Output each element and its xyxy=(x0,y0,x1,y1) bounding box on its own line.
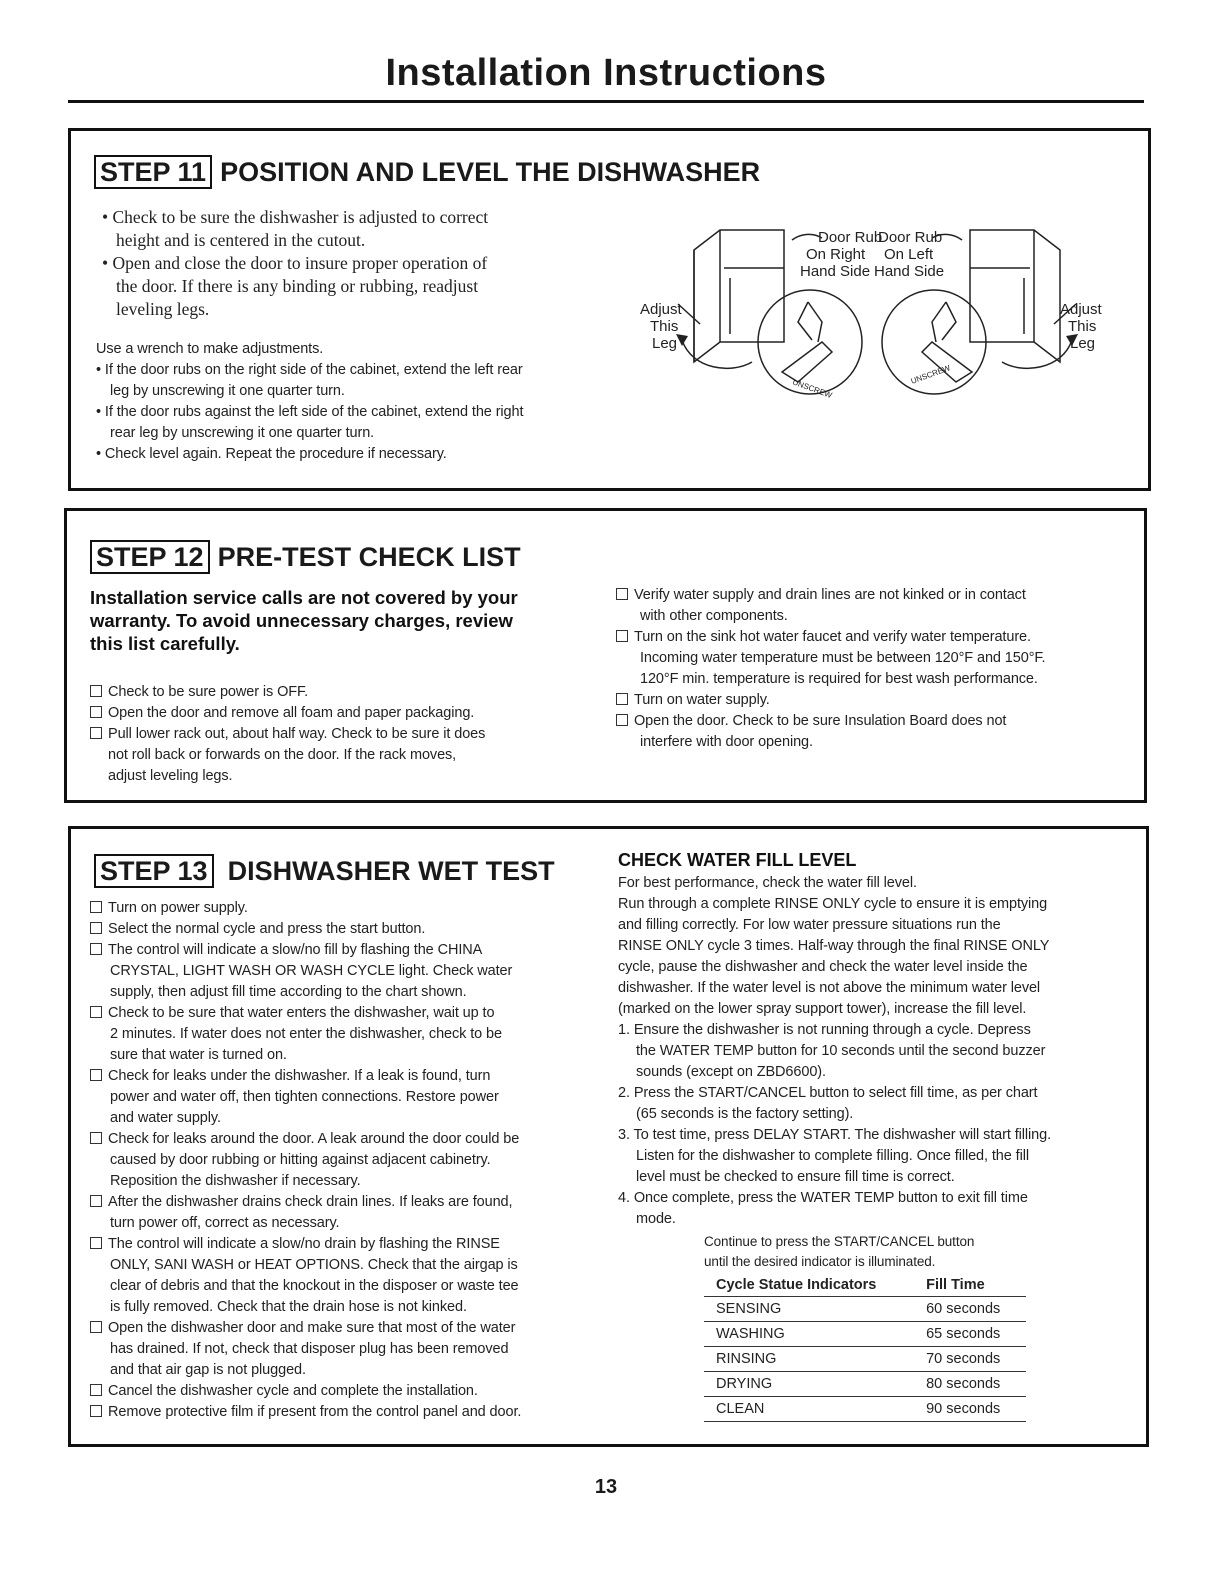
step-11-title: POSITION AND LEVEL THE DISHWASHER xyxy=(220,157,761,187)
checklist-item-cont: not roll back or forwards on the door. If the rack moves, xyxy=(108,747,457,763)
checkbox-icon xyxy=(90,1195,102,1207)
fill-time-cell: 65 seconds xyxy=(914,1322,1026,1347)
cycle-cell: RINSING xyxy=(704,1347,914,1372)
table-header: Cycle Statue Indicators xyxy=(716,1277,877,1293)
checklist-item: Verify water supply and drain lines are not kinked or in contact xyxy=(616,585,1136,606)
checklist-item-cont: is fully removed. Check that the drain hose is not kinked. xyxy=(110,1299,467,1315)
table-header-row xyxy=(704,1274,1026,1297)
cycle-cell: DRYING xyxy=(704,1372,914,1397)
checklist-item-cont: 120°F min. temperature is required for best wash performance. xyxy=(640,671,1038,687)
numbered-step-cont: sounds (except on ZBD6600). xyxy=(636,1064,826,1080)
checklist-item: The control will indicate a slow/no drain by flashing the RINSE xyxy=(90,1234,610,1255)
checklist-item-cont: has drained. If not, check that disposer plug has been removed xyxy=(110,1341,509,1357)
checklist-item: Open the dishwasher door and make sure that most of the water xyxy=(90,1318,610,1339)
checkbox-icon xyxy=(616,693,628,705)
table-row xyxy=(704,1322,1026,1347)
detail-line: • Check level again. Repeat the procedure if necessary. xyxy=(96,446,447,462)
numbered-step: 1. Ensure the dishwasher is not running through a cycle. Depress xyxy=(618,1022,1031,1038)
checklist-item: Remove protective film if present from the control panel and door. xyxy=(90,1402,610,1423)
checklist-item-cont: ONLY, SANI WASH or HEAT OPTIONS. Check that the airgap is xyxy=(110,1257,518,1273)
table-row xyxy=(704,1347,1026,1372)
left-adjust-label: Adjust xyxy=(640,301,682,318)
table-header: Fill Time xyxy=(926,1277,985,1293)
fill-level-intro xyxy=(618,873,1138,1230)
checklist-item-cont: turn power off, correct as necessary. xyxy=(110,1215,340,1231)
fill-time-cell: 70 seconds xyxy=(914,1347,1026,1372)
bullet-line: • Open and close the door to insure proper operation of xyxy=(102,253,488,273)
right-adjust-label: Adjust xyxy=(1060,301,1102,318)
unscrew-label: UNSCREW xyxy=(909,363,952,386)
checklist-item-cont: Incoming water temperature must be between 120°F and 150°F. xyxy=(640,650,1046,666)
numbered-step-cont: the WATER TEMP button for 10 seconds until the second buzzer xyxy=(636,1043,1046,1059)
note-line: Continue to press the START/CANCEL button xyxy=(704,1234,975,1249)
step-12-label: STEP 12 xyxy=(90,540,210,574)
checklist-item: Cancel the dishwasher cycle and complete the installation. xyxy=(90,1381,610,1402)
bullet-line: • Check to be sure the dishwasher is adjusted to correct xyxy=(102,207,489,227)
bullet-line: height and is centered in the cutout. xyxy=(116,230,366,250)
checklist-item-cont: power and water off, then tighten connections. Restore power xyxy=(110,1089,499,1105)
checklist-item-cont: 2 minutes. If water does not enter the dishwasher, check to be xyxy=(110,1026,502,1042)
checklist-item-cont: supply, then adjust fill time according to the chart shown. xyxy=(110,984,467,1000)
checklist-item: The control will indicate a slow/no fill by flashing the CHINA xyxy=(90,940,610,961)
numbered-step: 2. Press the START/CANCEL button to select fill time, as per chart xyxy=(618,1085,1038,1101)
note-line: until the desired indicator is illuminated. xyxy=(704,1254,936,1269)
cycle-cell: CLEAN xyxy=(704,1397,914,1422)
warning-line: Installation service calls are not covered by your xyxy=(90,587,518,608)
checklist-item-cont: adjust leveling legs. xyxy=(108,768,233,784)
rub-left-label: Hand Side xyxy=(874,263,945,280)
checkbox-icon xyxy=(90,943,102,955)
fill-time-cell: 60 seconds xyxy=(914,1297,1026,1322)
checkbox-icon xyxy=(90,1405,102,1417)
intro-line: Run through a complete RINSE ONLY cycle to ensure it is emptying xyxy=(618,896,1048,912)
checklist-item-cont: with other components. xyxy=(640,608,788,624)
checklist-item: After the dishwasher drains check drain lines. If leaks are found, xyxy=(90,1192,610,1213)
intro-line: (marked on the lower spray support tower), increase the fill level. xyxy=(618,1001,1027,1017)
rub-right-label: Door Rub xyxy=(818,229,883,246)
warranty-warning xyxy=(90,586,590,655)
wet-test-list xyxy=(90,898,610,1423)
intro-line: RINSE ONLY cycle 3 times. Half-way through the final RINSE ONLY xyxy=(618,938,1050,954)
step-11-details xyxy=(96,339,616,465)
checkbox-icon xyxy=(90,901,102,913)
checkbox-icon xyxy=(90,1321,102,1333)
warning-line: warranty. To avoid unnecessary charges, review xyxy=(90,610,513,631)
checklist-item-cont: Reposition the dishwasher if necessary. xyxy=(110,1173,361,1189)
numbered-step-cont: mode. xyxy=(636,1211,676,1227)
step-12-heading xyxy=(90,540,521,574)
checkbox-icon xyxy=(90,1384,102,1396)
checkbox-icon xyxy=(616,588,628,600)
step-13-title: DISHWASHER WET TEST xyxy=(227,856,555,886)
checkbox-icon xyxy=(90,1006,102,1018)
unscrew-label: UNSCREW xyxy=(791,377,834,401)
checklist-item-cont: and that air gap is not plugged. xyxy=(110,1362,306,1378)
wrench-note: Use a wrench to make adjustments. xyxy=(96,341,324,357)
checklist-item: Select the normal cycle and press the start button. xyxy=(90,919,610,940)
detail-line: leg by unscrewing it one quarter turn. xyxy=(110,383,345,399)
cycle-cell: WASHING xyxy=(704,1322,914,1347)
checklist-item-cont: caused by door rubbing or hitting against adjacent cabinetry. xyxy=(110,1152,491,1168)
checklist-item-cont: clear of debris and that the knockout in the disposer or waste tee xyxy=(110,1278,519,1294)
pretest-list-left xyxy=(90,682,590,787)
table-row xyxy=(704,1297,1026,1322)
fill-chart-note xyxy=(704,1232,974,1272)
intro-line: cycle, pause the dishwasher and check the water level inside the xyxy=(618,959,1028,975)
left-adjust-label: Leg xyxy=(652,335,678,352)
checkbox-icon xyxy=(616,714,628,726)
bullet-line: the door. If there is any binding or rubbing, readjust xyxy=(116,276,479,296)
checklist-item: Pull lower rack out, about half way. Check to be sure it does xyxy=(90,724,590,745)
numbered-step: 4. Once complete, press the WATER TEMP button to exit fill time xyxy=(618,1190,1028,1206)
checkbox-icon xyxy=(90,1069,102,1081)
intro-line: For best performance, check the water fill level. xyxy=(618,875,917,891)
numbered-step-cont: Listen for the dishwasher to complete filling. Once filled, the fill xyxy=(636,1148,1029,1164)
fill-time-cell: 80 seconds xyxy=(914,1372,1026,1397)
checklist-item: Open the door. Check to be sure Insulation Board does not xyxy=(616,711,1136,732)
rub-left-label: Door Rub xyxy=(878,229,943,246)
bullet-line: leveling legs. xyxy=(116,299,210,319)
pretest-list-right xyxy=(616,585,1136,753)
leveling-diagram xyxy=(632,212,1122,412)
detail-line: • If the door rubs against the left side of the cabinet, extend the right xyxy=(96,404,524,420)
intro-line: and filling correctly. For low water pressure situations run the xyxy=(618,917,1001,933)
detail-line: rear leg by unscrewing it one quarter turn. xyxy=(110,425,375,441)
checkbox-icon xyxy=(616,630,628,642)
checkbox-icon xyxy=(90,685,102,697)
numbered-step: 3. To test time, press DELAY START. The dishwasher will start filling. xyxy=(618,1127,1052,1143)
checkbox-icon xyxy=(90,706,102,718)
checkbox-icon xyxy=(90,727,102,739)
checkbox-icon xyxy=(90,922,102,934)
checklist-item: Turn on the sink hot water faucet and verify water temperature. xyxy=(616,627,1136,648)
step-13-heading xyxy=(94,854,555,888)
intro-line: dishwasher. If the water level is not above the minimum water level xyxy=(618,980,1041,996)
checklist-item: Check for leaks under the dishwasher. If a leak is found, turn xyxy=(90,1066,610,1087)
step-13-label: STEP 13 xyxy=(94,854,214,888)
checklist-item: Check for leaks around the door. A leak around the door could be xyxy=(90,1129,610,1150)
right-adjust-label: Leg xyxy=(1070,335,1096,352)
numbered-step-cont: level must be checked to ensure fill time is correct. xyxy=(636,1169,955,1185)
checklist-item-cont: CRYSTAL, LIGHT WASH OR WASH CYCLE light. Check water xyxy=(110,963,513,979)
step-11-heading xyxy=(94,155,760,189)
title-divider xyxy=(68,100,1144,103)
step-11-label: STEP 11 xyxy=(94,155,212,189)
rub-right-label: On Right xyxy=(806,246,866,263)
warning-line: this list carefully. xyxy=(90,633,240,654)
checkbox-icon xyxy=(90,1237,102,1249)
page-title: Installation Instructions xyxy=(385,52,827,94)
checklist-item-cont: and water supply. xyxy=(110,1110,221,1126)
checklist-item: Check to be sure that water enters the dishwasher, wait up to xyxy=(90,1003,610,1024)
table-row xyxy=(704,1397,1026,1422)
page-number: 13 xyxy=(594,1476,618,1498)
rub-left-label: On Left xyxy=(884,246,934,263)
step-12-title: PRE-TEST CHECK LIST xyxy=(217,542,521,572)
checklist-item: Open the door and remove all foam and paper packaging. xyxy=(90,703,590,724)
right-adjust-label: This xyxy=(1068,318,1097,335)
checkbox-icon xyxy=(90,1132,102,1144)
left-adjust-label: This xyxy=(650,318,679,335)
checklist-item: Turn on power supply. xyxy=(90,898,610,919)
rub-right-label: Hand Side xyxy=(800,263,871,280)
checklist-item-cont: interfere with door opening. xyxy=(640,734,813,750)
fill-time-cell: 90 seconds xyxy=(914,1397,1026,1422)
numbered-step-cont: (65 seconds is the factory setting). xyxy=(636,1106,854,1122)
fill-level-heading: CHECK WATER FILL LEVEL xyxy=(618,850,857,870)
checklist-item: Turn on water supply. xyxy=(616,690,1136,711)
checklist-item: Check to be sure power is OFF. xyxy=(90,682,590,703)
detail-line: • If the door rubs on the right side of the cabinet, extend the left rear xyxy=(96,362,523,378)
fill-time-table xyxy=(704,1274,1026,1422)
table-row xyxy=(704,1372,1026,1397)
cycle-cell: SENSING xyxy=(704,1297,914,1322)
step-11-bullets xyxy=(102,206,602,321)
checklist-item-cont: sure that water is turned on. xyxy=(110,1047,287,1063)
